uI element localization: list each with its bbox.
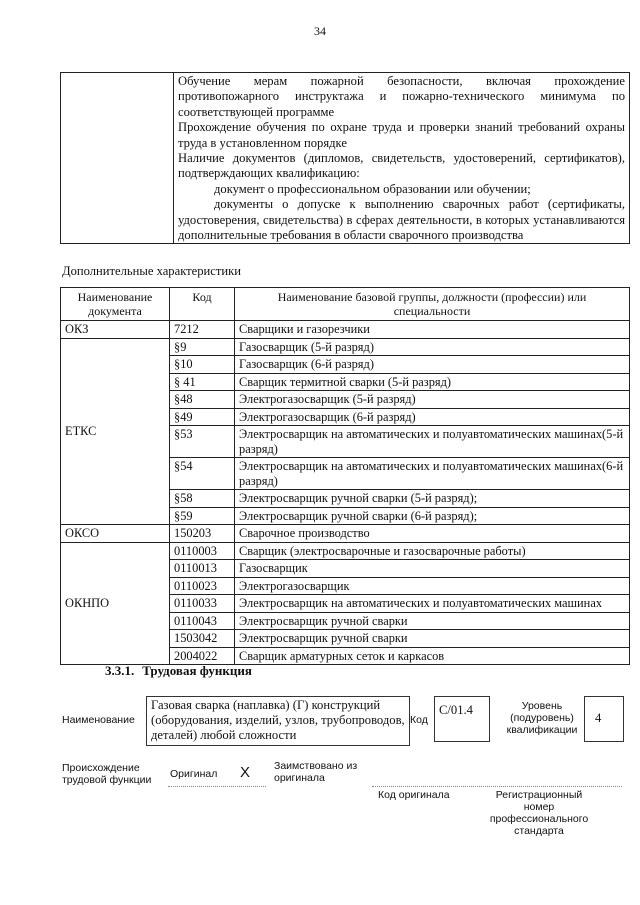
origin-row [60, 760, 630, 790]
name-label: Наименование [62, 714, 135, 726]
code-cell: §9 [170, 338, 235, 356]
code-cell: 1503042 [170, 630, 235, 648]
profession-name-cell: Электросварщик ручной сварки [235, 612, 630, 630]
labor-function-title: Трудовая функция [142, 663, 252, 678]
code-cell: 0110033 [170, 595, 235, 613]
document-name-cell: ОКНПО [61, 542, 170, 665]
requirements-label-cell [61, 73, 174, 244]
code-cell: 0110043 [170, 612, 235, 630]
characteristics-row [61, 321, 630, 339]
profession-name-cell: Электрогазосварщик [235, 577, 630, 595]
code-cell: 2004022 [170, 647, 235, 665]
origin-label: Происхождение трудовой функции [62, 762, 152, 786]
profession-name-cell: Электрогазосварщик (6-й разряд) [235, 408, 630, 426]
profession-name-cell: Электросварщик на автоматических и полуавтоматических машинах(6-й разряд) [235, 458, 630, 490]
code-cell: §10 [170, 356, 235, 374]
name-value: Газовая сварка (наплавка) (Г) конструкций (оборудования, изделий, узлов, трубопроводов, деталей) любой сложности [146, 696, 410, 746]
header-document: Наименование документа [61, 288, 170, 321]
profession-name-cell: Электросварщик ручной сварки (6-й разряд); [235, 507, 630, 525]
characteristics-row [61, 542, 630, 560]
original-label: Оригинал [170, 768, 218, 780]
code-cell: 7212 [170, 321, 235, 339]
additional-characteristics-heading: Дополнительные характеристики [62, 264, 241, 278]
characteristics-header-row [61, 288, 630, 321]
characteristics-row [61, 338, 630, 356]
code-cell: §59 [170, 507, 235, 525]
code-cell: §58 [170, 490, 235, 508]
requirements-content [174, 73, 630, 244]
profession-name-cell: Электросварщик на автоматических и полуавтоматических машинах(5-й разряд) [235, 426, 630, 458]
requirement-paragraph: документы о допуске к выполнению сварочных работ (сертификаты, удостоверения, свидетельства) в сферах деятельности, в которых устанавливаются дополнительные требования в области сварочного производства [178, 197, 625, 243]
code-cell: § 41 [170, 373, 235, 391]
characteristics-row [61, 525, 630, 543]
profession-name-cell: Электросварщик ручной сварки (5-й разряд); [235, 490, 630, 508]
characteristics-table [60, 287, 630, 665]
origin-divider-1 [168, 786, 266, 787]
requirement-paragraph: Наличие документов (дипломов, свидетельств, удостоверений, сертификатов), подтверждающих квалификацию: [178, 151, 625, 181]
code-cell: §54 [170, 458, 235, 490]
labor-function-number: 3.3.1. [105, 663, 135, 678]
requirement-paragraph: документ о профессиональном образовании или обучении; [214, 181, 531, 196]
requirement-paragraph: Прохождение обучения по охране труда и проверки знаний требований охраны труда в установленном порядке [178, 120, 625, 150]
code-cell: §53 [170, 426, 235, 458]
document-name-cell: ОКЗ [61, 321, 170, 339]
profession-name-cell: Сварщик термитной сварки (5-й разряд) [235, 373, 630, 391]
profession-name-cell: Электросварщик ручной сварки [235, 630, 630, 648]
code-original-label: Код оригинала [378, 789, 450, 801]
code-cell: 0110013 [170, 560, 235, 578]
page-number: 34 [314, 24, 326, 38]
header-name: Наименование базовой группы, должности (профессии) или специальности [235, 288, 630, 321]
code-cell: §48 [170, 391, 235, 409]
code-label: Код [410, 714, 428, 726]
profession-name-cell: Электросварщик на автоматических и полуавтоматических машинах [235, 595, 630, 613]
level-label: Уровень (подуровень) квалификации [506, 700, 578, 736]
profession-name-cell: Газосварщик [235, 560, 630, 578]
document-name-cell: ОКСО [61, 525, 170, 543]
profession-name-cell: Сварщики и газорезчики [235, 321, 630, 339]
labor-function-heading [105, 663, 252, 679]
header-code: Код [170, 288, 235, 321]
profession-name-cell: Электрогазосварщик (5-й разряд) [235, 391, 630, 409]
code-cell: 0110023 [170, 577, 235, 595]
code-value: С/01.4 [434, 696, 490, 742]
code-cell: 150203 [170, 525, 235, 543]
profession-name-cell: Сварщик арматурных сеток и каркасов [235, 647, 630, 665]
requirement-paragraph: Обучение мерам пожарной безопасности, включая прохождение противопожарного инструктажа и пожарно-технического минимума по соответствующей программе [178, 74, 625, 119]
profession-name-cell: Газосварщик (5-й разряд) [235, 338, 630, 356]
registration-number-label: Регистрационный номер профессионального стандарта [489, 789, 589, 837]
borrowed-label: Заимствовано из оригинала [274, 760, 358, 784]
profession-name-cell: Сварщик (электросварочные и газосварочные работы) [235, 542, 630, 560]
origin-divider-2 [372, 786, 622, 787]
original-mark: X [240, 764, 251, 781]
profession-name-cell: Сварочное производство [235, 525, 630, 543]
document-name-cell: ЕТКС [61, 338, 170, 525]
requirements-table [60, 72, 630, 244]
profession-name-cell: Газосварщик (6-й разряд) [235, 356, 630, 374]
level-value: 4 [584, 696, 624, 742]
labor-function-row [60, 696, 630, 746]
code-cell: 0110003 [170, 542, 235, 560]
code-cell: §49 [170, 408, 235, 426]
